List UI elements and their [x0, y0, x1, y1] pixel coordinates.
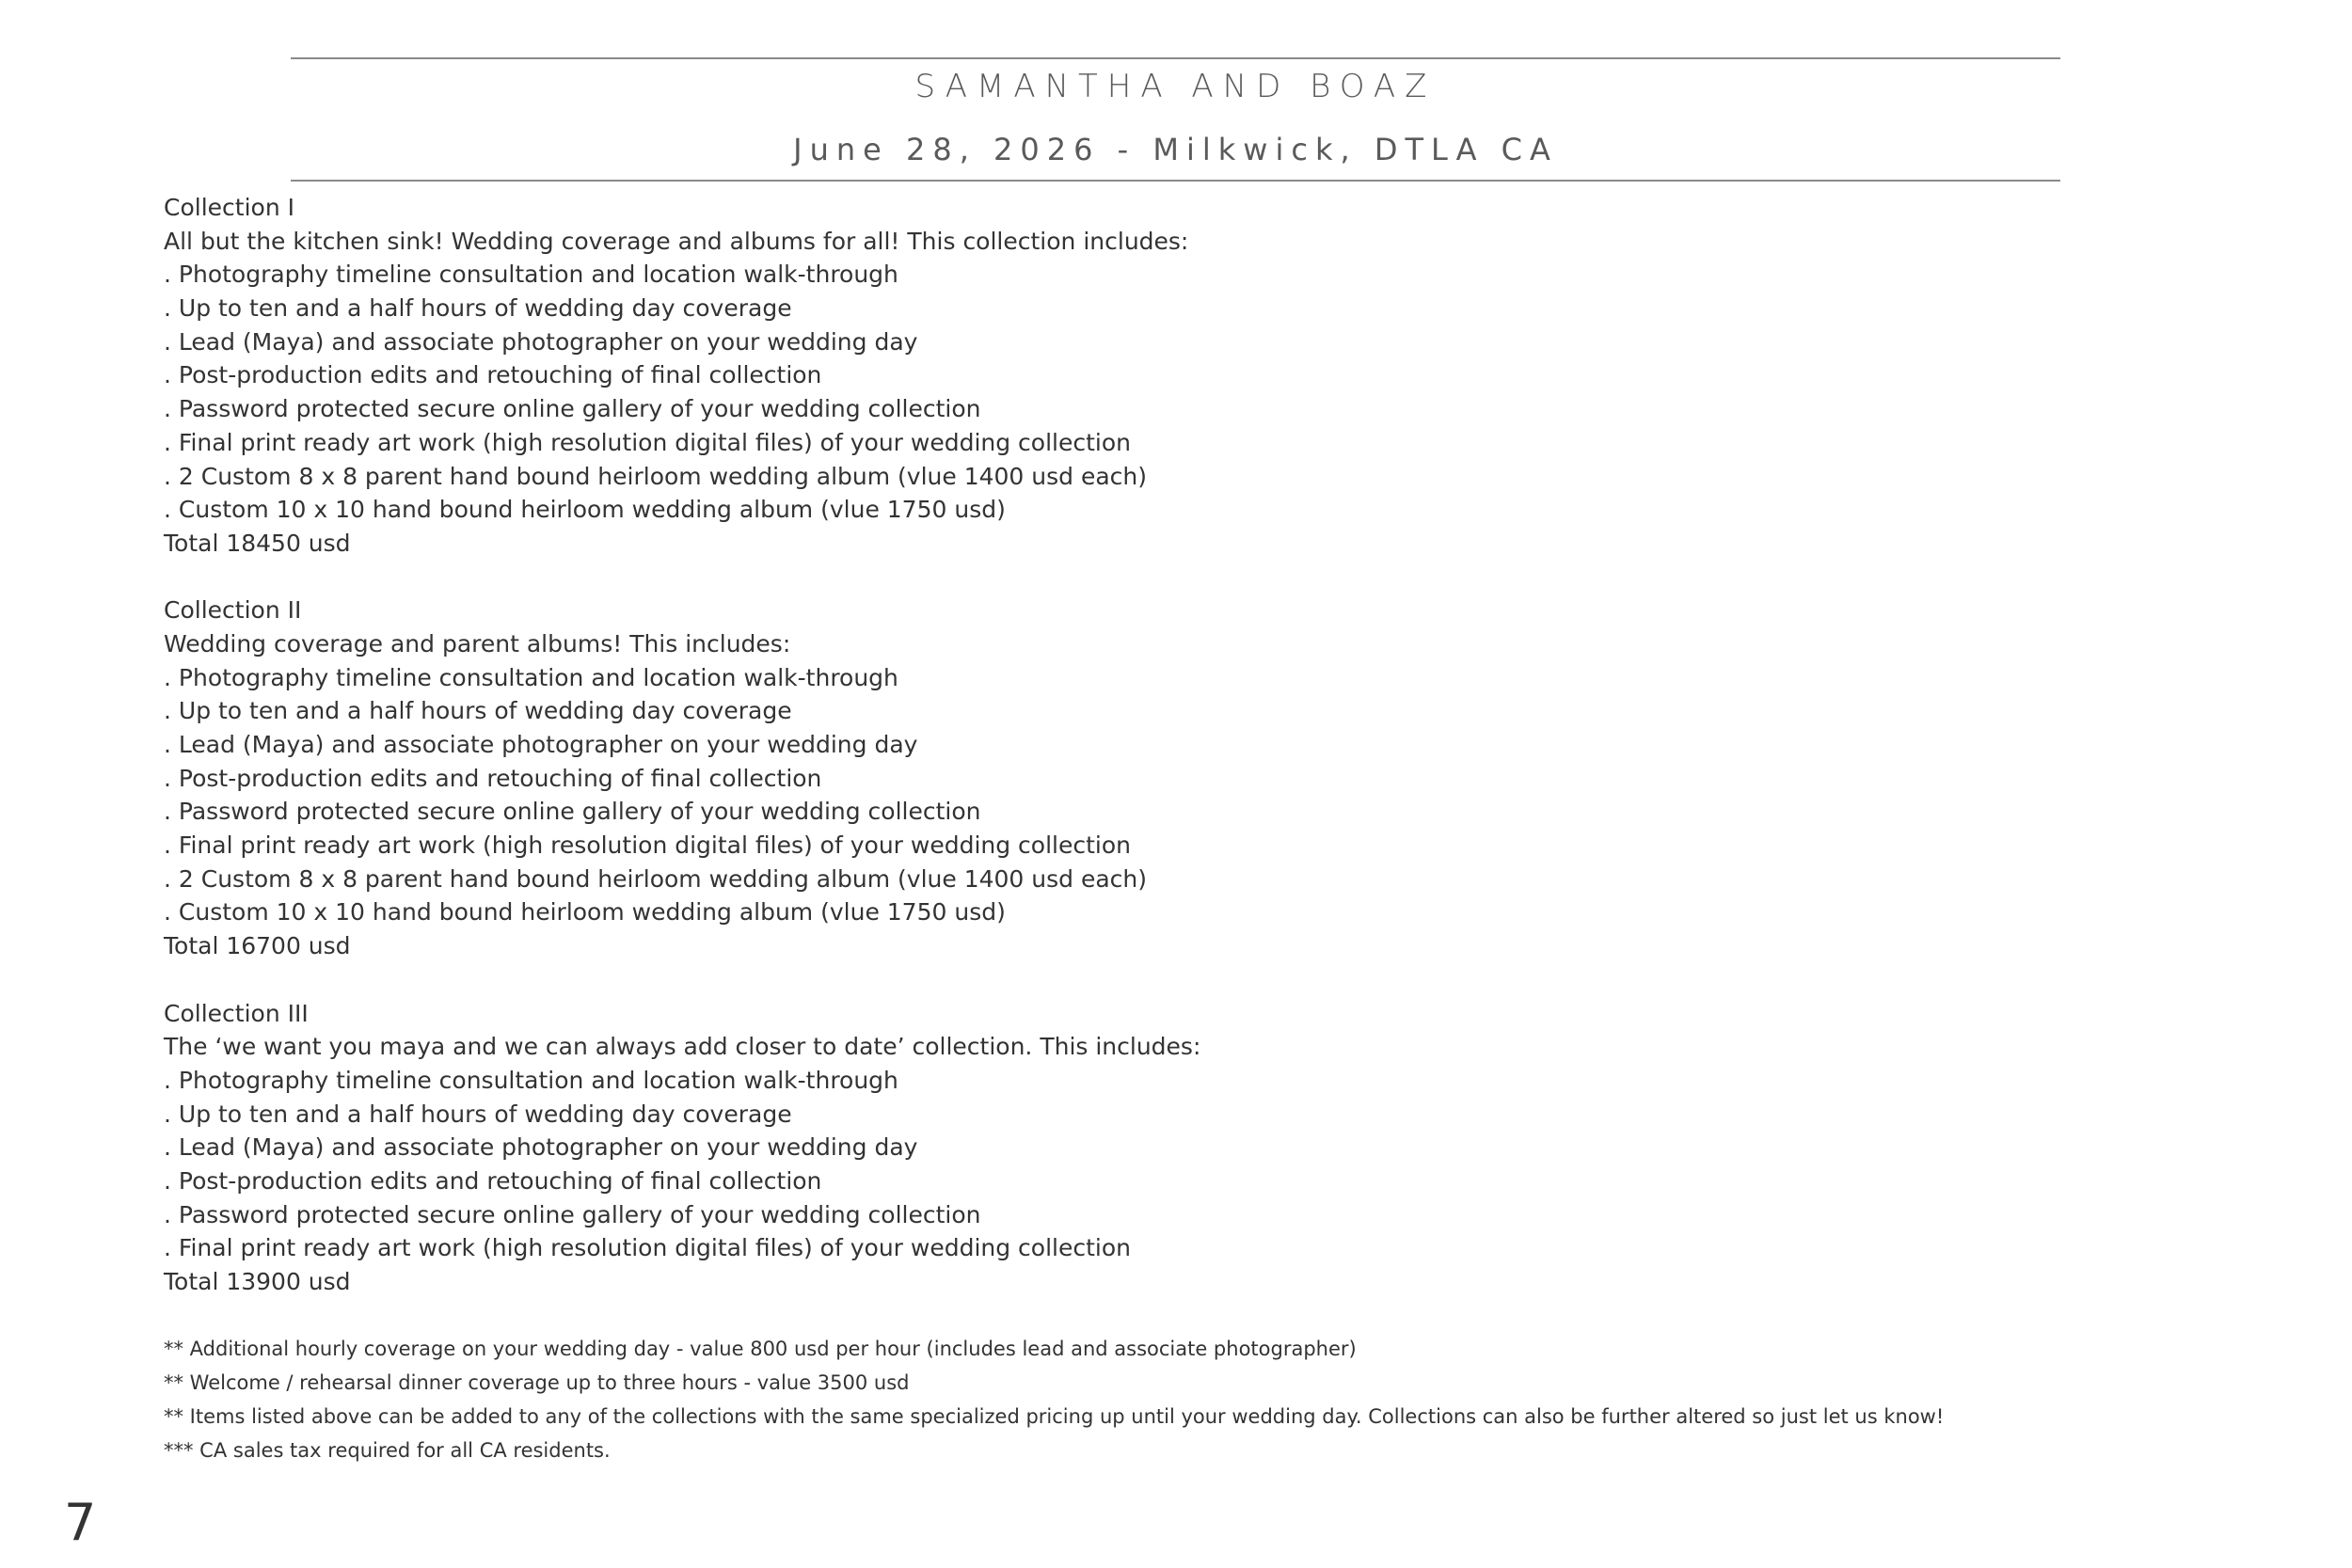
collection-heading: Collection III — [164, 999, 309, 1027]
list-item: . Lead (Maya) and associate photographer on your wedding day — [164, 327, 918, 356]
list-item: . Password protected secure online gallery of your wedding collection — [164, 1200, 981, 1228]
page-title: SAMANTHA AND BOAZ — [914, 68, 1437, 105]
header-bottom-rule — [291, 180, 2060, 182]
collection-total: Total 16700 usd — [164, 932, 351, 960]
list-item: . Up to ten and a half hours of wedding day coverage — [164, 294, 792, 323]
collection-heading: Collection II — [164, 596, 302, 625]
collection-total: Total 18450 usd — [164, 529, 351, 557]
list-item: . Final print ready art work (high resolution digital files) of your wedding collection — [164, 1234, 1132, 1262]
list-item: . Password protected secure online gallery of your wedding collection — [164, 395, 981, 423]
list-item: . Final print ready art work (high resolution digital files) of your wedding collection — [164, 428, 1132, 456]
collection-1 — [164, 191, 2186, 561]
list-item: . Up to ten and a half hours of wedding day coverage — [164, 1100, 792, 1128]
spacer — [164, 561, 2186, 594]
header-top-rule — [291, 57, 2060, 59]
collection-intro: All but the kitchen sink! Wedding coverage and albums for all! This collection includes: — [164, 227, 1189, 255]
list-item: . 2 Custom 8 x 8 parent hand bound heirloom wedding album (vlue 1400 usd each) — [164, 864, 1148, 893]
collection-intro: Wedding coverage and parent albums! This includes: — [164, 629, 791, 657]
list-item: . Final print ready art work (high resolution digital files) of your wedding collection — [164, 832, 1132, 860]
list-item: . Photography timeline consultation and location walk-through — [164, 261, 898, 289]
list-item: . Post-production edits and retouching of final collection — [164, 764, 822, 792]
list-item: . Photography timeline consultation and location walk-through — [164, 663, 898, 691]
footnotes — [164, 1332, 2186, 1467]
list-item: . Custom 10 x 10 hand bound heirloom wedding album (vlue 1750 usd) — [164, 898, 1006, 927]
footnote: ** Additional hourly coverage on your wedding day - value 800 usd per hour (includes lead and associate photographer) — [164, 1338, 1357, 1360]
collection-3 — [164, 997, 2186, 1299]
list-item: . Post-production edits and retouching of final collection — [164, 1166, 822, 1195]
footnote: ** Items listed above can be added to any of the collections with the same specialized pricing up until your wedding day. Collections can also be further altered so just let us know! — [164, 1405, 1945, 1428]
footnote: ** Welcome / rehearsal dinner coverage up to three hours - value 3500 usd — [164, 1371, 910, 1394]
collection-2 — [164, 594, 2186, 963]
collection-total: Total 13900 usd — [164, 1268, 351, 1295]
list-item: . Lead (Maya) and associate photographer on your wedding day — [164, 1133, 918, 1162]
list-item: . Photography timeline consultation and location walk-through — [164, 1066, 898, 1094]
page-number: 7 — [64, 1493, 97, 1552]
collection-heading: Collection I — [164, 194, 294, 221]
list-item: . Post-production edits and retouching of final collection — [164, 361, 822, 389]
list-item: . Password protected secure online gallery of your wedding collection — [164, 798, 981, 826]
list-item: . Up to ten and a half hours of wedding day coverage — [164, 697, 792, 725]
page-subtitle: June 28, 2026 - Milkwick, DTLA CA — [793, 132, 1558, 167]
list-item: . Custom 10 x 10 hand bound heirloom wedding album (vlue 1750 usd) — [164, 496, 1006, 524]
collections-content — [164, 191, 2186, 1299]
list-item: . Lead (Maya) and associate photographer on your wedding day — [164, 731, 918, 758]
list-item: . 2 Custom 8 x 8 parent hand bound heirloom wedding album (vlue 1400 usd each) — [164, 462, 1148, 490]
collection-intro: The ‘we want you maya and we can always add closer to date’ collection. This includes: — [164, 1033, 1201, 1061]
footnote: *** CA sales tax required for all CA residents. — [164, 1439, 611, 1462]
spacer — [164, 963, 2186, 997]
